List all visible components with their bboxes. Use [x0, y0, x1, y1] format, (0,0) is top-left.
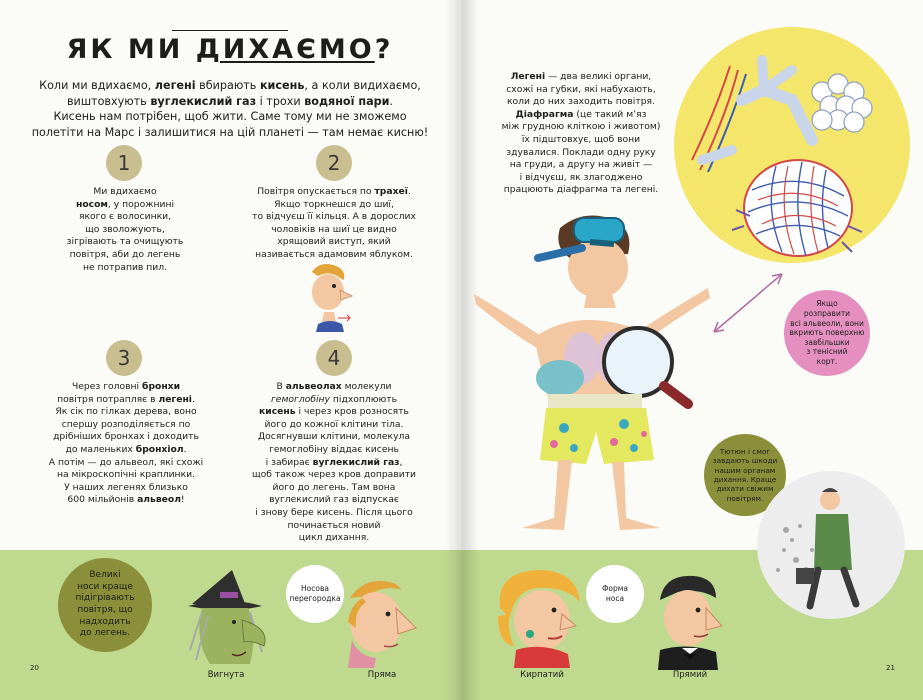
step-3-text: Через головні бронхи повітря потрапляє в легені. Як сік по гілках дерева, воно спершу розподіляється по дрібніших бронхах і доходить до маленьких бронхіол. А потім — до альвеол, які схожі на мікроскопічні краплинки. У наших легенях близько 600 мільйонів альвеол! [48, 381, 204, 506]
nose-shape-bubble: Форма носа [586, 565, 644, 623]
snub-nose-character [496, 568, 588, 668]
step-1-badge: 1 [106, 145, 142, 181]
page-number-right: 21 [886, 664, 895, 672]
step-2-text: Повітря опускається по трахеї. Якщо торкнешся до шиї, то відчуєш її кільця. А в дорослих чоловіків на шиї це видно хрящовий виступ, який називається адамовим яблуком. [252, 186, 416, 260]
step-2-badge: 2 [316, 145, 352, 181]
straight-nose-character [344, 578, 424, 668]
straight-nose-man-character [650, 574, 730, 670]
caption-snub: Кирпатий [520, 670, 564, 680]
hooked-nose-character [188, 570, 280, 666]
smog-fact-bubble: Тютюн і смог завдають шкоди нашим органам дихання. Краще дихати свіжим повітрям. [704, 434, 786, 516]
septum-bubble: Носова перегородка [286, 565, 344, 623]
caption-hooked: Вигнута [207, 670, 245, 680]
step-1-text: Ми вдихаємо носом, у порожнині якого є волосинки, що зволожують, зігрівають та очищують повітря, аби до легень не потрапив пил. [66, 186, 184, 273]
alveoli-fact-bubble: Якщо розправити всі альвеоли, вони вкриють поверхню завбільшки з тенісний корт. [784, 290, 870, 376]
boy-with-snorkel-illustration [474, 208, 714, 538]
big-noses-bubble: Великі носи краще підігрівають повітря, що надходить до легень. [58, 558, 152, 652]
step-3-badge: 3 [106, 340, 142, 376]
intro-paragraph: Коли ми вдихаємо, легені вбирають кисень, а коли видихаємо, виштовхують вуглекислий газ і трохи водяної пари. Кисень нам потрібен, щоб жити. Саме тому ми не зможемо полетіти на Марс і залишитися на цій планеті — там немає кисню! [31, 79, 429, 139]
title-rule [172, 30, 288, 31]
page-number-left: 20 [30, 664, 39, 672]
step-4-text: В альвеолах молекули гемоглобіну підхоплюють кисень і через кров розносять його до кожної клітини тіла. Досягнувши клітини, молекула гемоглобіну віддає кисень і забирає вуглекислий газ, щоб також через кров доправити його до легень. Там вона вуглекислий газ відпускає і знову бере кисень. Після цього починається новий цикл дихання. [251, 381, 417, 544]
caption-straight-man: Прямий [672, 670, 708, 680]
lungs-diaphragm-text: Легені — два великі органи, схожі на губки, які набухають, коли до них заходить повітря. Діафрагма (це такий м’яз між грудною кліткою і животом) їх підштовхує, щоб вони здувалися. Поклади одну руку на груди, а другу на живіт — і відчуєш, як злагоджено працюють діафрагма та легені. [501, 71, 661, 196]
step-4-badge: 4 [316, 340, 352, 376]
adams-apple-illustration [300, 262, 360, 334]
caption-straight: Пряма [367, 670, 397, 680]
page-title: ЯК МИ ДИХАЄМО? [66, 34, 394, 65]
connector-arrow [708, 268, 788, 338]
man-in-smog-illustration [756, 470, 906, 620]
